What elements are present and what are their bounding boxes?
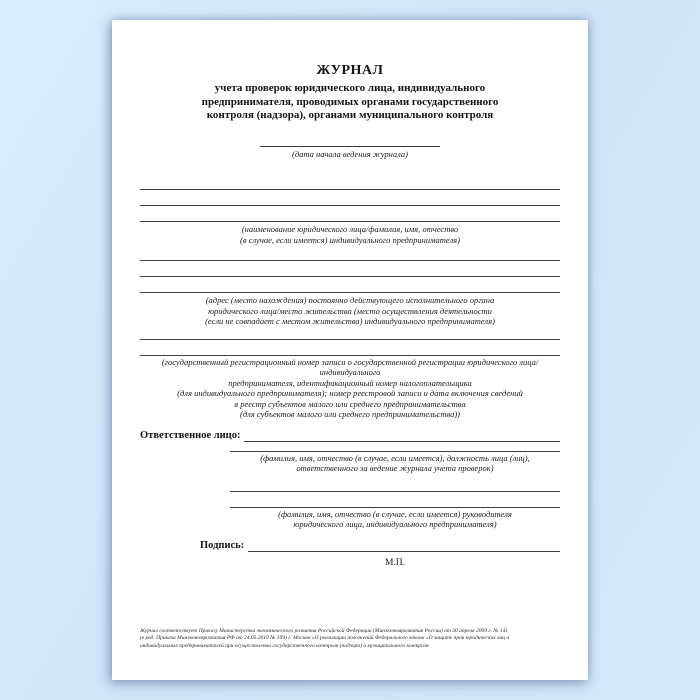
page-subtitle bbox=[140, 82, 560, 123]
page-subtitle-line: учета проверок юридического лица, индивидуального bbox=[214, 82, 486, 94]
signature-write-in-line bbox=[248, 539, 560, 552]
caption-line: юридического лица, индивидуального предпринимателя) bbox=[293, 519, 497, 529]
write-in-line bbox=[140, 327, 560, 340]
write-in-line bbox=[140, 245, 560, 261]
page-title: ЖУРНАЛ bbox=[316, 63, 384, 78]
caption-line: (фамилия, имя, отчество (в случае, если имеется), должность лица (лиц), bbox=[260, 452, 530, 463]
footer-line: Журнал соответствует Приказу Министерства экономического развития Российской Федерации (Минэкономразвития России) от 30 апреля 2009 г. № 141 bbox=[140, 627, 509, 634]
caption-line: (если не совпадает с местом жительства) индивидуального предпринимателя) bbox=[205, 316, 495, 326]
entity-name-caption bbox=[140, 224, 560, 245]
journal-form-page bbox=[112, 20, 588, 680]
page-subtitle-line: предпринимателя, проводимых органами государственного bbox=[201, 95, 499, 108]
write-in-line bbox=[230, 442, 560, 452]
registration-write-in-lines bbox=[140, 327, 560, 356]
responsible-person-details bbox=[230, 442, 560, 530]
caption-line: (наименование юридического лица/фамилия, имя, отчество bbox=[241, 224, 459, 234]
footer-note bbox=[140, 628, 560, 651]
write-in-line bbox=[140, 206, 560, 222]
date-caption: (дата начала ведения журнала) bbox=[292, 148, 408, 159]
write-in-line bbox=[140, 190, 560, 206]
write-in-line bbox=[230, 492, 560, 508]
signature-row bbox=[200, 539, 560, 552]
write-in-line bbox=[230, 474, 560, 492]
date-write-in-line bbox=[260, 146, 440, 147]
caption-line: в реестр субъектов малого или среднего предпринимательства bbox=[234, 398, 466, 409]
footer-line: (в ред. Приказа Минэкономразвития РФ от 24.05.2010 № 199) г. Москва «О реализации положений Федерального закона «О защите прав юридических лиц и bbox=[140, 635, 510, 641]
responsible-person-row bbox=[140, 429, 560, 442]
head-caption bbox=[230, 509, 560, 530]
caption-line: (в случае, если имеется) индивидуального предпринимателя) bbox=[240, 234, 460, 245]
caption-line: ответственного за ведение журнала учета проверок) bbox=[296, 463, 494, 473]
responsible-write-in-line bbox=[244, 429, 560, 442]
stamp-placeholder: М.П. bbox=[384, 557, 406, 568]
responsible-caption bbox=[230, 453, 560, 474]
signature-label: Подпись: bbox=[200, 539, 245, 551]
write-in-line bbox=[140, 261, 560, 277]
page-subtitle-line: контроля (надзора), органами муниципального контроля bbox=[206, 109, 494, 121]
caption-line: (для субъектов малого или среднего предпринимательства)) bbox=[239, 409, 461, 419]
caption-line: (фамилия, имя, отчество (в случае, если имеется) руководителя bbox=[278, 508, 512, 519]
registration-caption bbox=[140, 357, 560, 420]
caption-line: (адрес (место нахождения) постоянно действующего исполнительного органа bbox=[205, 295, 495, 305]
journal-start-date-block bbox=[140, 146, 560, 160]
write-in-line bbox=[140, 277, 560, 293]
write-in-line bbox=[140, 340, 560, 356]
caption-line: предпринимателя, идентификационный номер налогоплательщика bbox=[228, 377, 472, 388]
address-write-in-lines bbox=[140, 245, 560, 293]
caption-line: юридического лица/место жительства (место осуществления деятельности bbox=[208, 305, 492, 316]
entity-name-write-in-lines bbox=[140, 174, 560, 222]
caption-line: (государственный регистрационный номер записи о государственной регистрации юридического лица/индивидуального bbox=[161, 356, 539, 377]
caption-line: (для индивидуального предпринимателя); номер реестровой записи и дата включения сведений bbox=[177, 388, 523, 398]
write-in-line bbox=[140, 174, 560, 190]
footer-line: индивидуальных предпринимателей при осуществлении государственного контроля (надзора) и муниципального контроля bbox=[140, 642, 429, 649]
address-caption bbox=[140, 295, 560, 327]
responsible-person-label: Ответственное лицо: bbox=[140, 429, 241, 441]
